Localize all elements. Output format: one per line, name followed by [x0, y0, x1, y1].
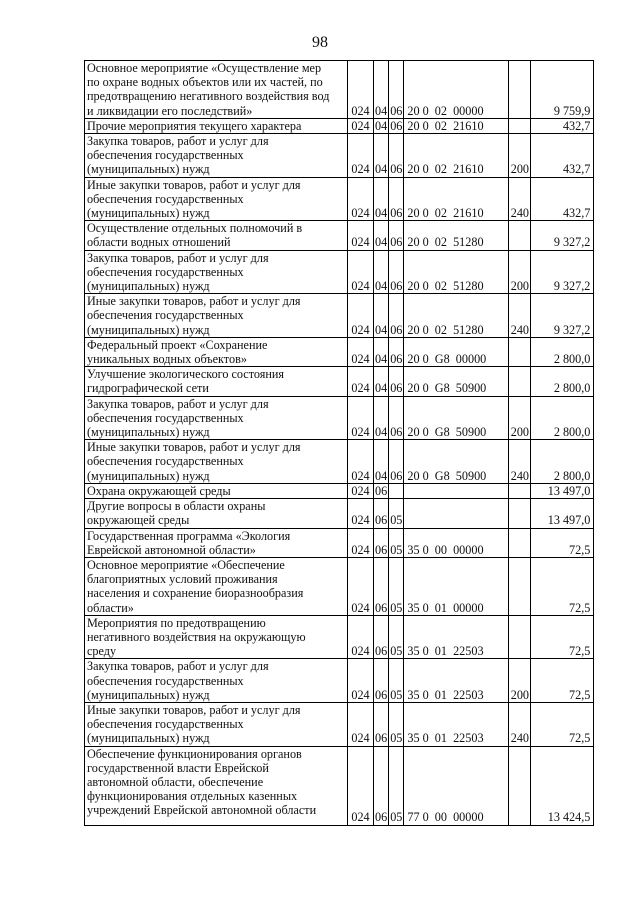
section-code-cell: 06 — [374, 659, 389, 703]
amount-cell: 13 497,0 — [531, 499, 594, 528]
subsection-code-cell: 06 — [389, 294, 404, 338]
subsection-code-cell: 06 — [389, 396, 404, 440]
ministry-code-cell: 024 — [348, 440, 374, 484]
ministry-code-cell: 024 — [348, 483, 374, 498]
item-name-cell — [85, 118, 348, 133]
item-name-line: Охрана окружающей среды — [87, 483, 231, 498]
item-name-line: Еврейской автономной области» — [87, 542, 256, 557]
table-row — [85, 118, 594, 133]
target-article-cell: 35 0 01 22503 — [404, 702, 509, 746]
expense-type-cell — [509, 337, 531, 366]
item-name-line: и ликвидации его последствий» — [87, 103, 253, 118]
section-code-cell: 04 — [374, 221, 389, 250]
table-row — [85, 337, 594, 366]
table-row — [85, 177, 594, 221]
amount-cell: 72,5 — [531, 615, 594, 659]
section-code-cell: 06 — [374, 499, 389, 528]
section-code-cell: 04 — [374, 294, 389, 338]
amount-cell: 2 800,0 — [531, 367, 594, 396]
section-code-cell: 04 — [374, 61, 389, 119]
amount-cell: 2 800,0 — [531, 337, 594, 366]
item-name-line: Государственная программа «Экология — [87, 528, 291, 543]
subsection-code-cell — [389, 483, 404, 498]
subsection-code-cell: 06 — [389, 221, 404, 250]
expense-type-cell: 240 — [509, 177, 531, 221]
table-row — [85, 294, 594, 338]
expense-type-cell: 240 — [509, 294, 531, 338]
expense-type-cell: 200 — [509, 250, 531, 294]
expense-type-cell: 200 — [509, 659, 531, 703]
item-name-cell — [85, 221, 348, 250]
item-name-cell — [85, 557, 348, 615]
item-name-line: функционирования отдельных казенных — [87, 789, 298, 804]
item-name-line: населения и сохранение биоразнообразия — [87, 586, 304, 601]
target-article-cell: 77 0 00 00000 — [404, 746, 509, 825]
item-name-cell — [85, 615, 348, 659]
expense-type-cell — [509, 557, 531, 615]
amount-cell: 72,5 — [531, 557, 594, 615]
target-article-cell: 20 0 G8 50900 — [404, 396, 509, 440]
target-article-cell: 20 0 02 21610 — [404, 118, 509, 133]
table-row — [85, 528, 594, 557]
subsection-code-cell: 06 — [389, 61, 404, 119]
item-name-line: Другие вопросы в области охраны — [87, 499, 266, 514]
amount-cell: 432,7 — [531, 177, 594, 221]
amount-cell: 72,5 — [531, 528, 594, 557]
item-name-line: Осуществление отдельных полномочий в — [87, 221, 303, 236]
subsection-code-cell: 06 — [389, 250, 404, 294]
subsection-code-cell: 05 — [389, 702, 404, 746]
ministry-code-cell: 024 — [348, 118, 374, 133]
item-name-line: обеспечения государственных — [87, 264, 244, 279]
item-name-line: (муниципальных) нужд — [87, 279, 210, 294]
ministry-code-cell: 024 — [348, 746, 374, 825]
item-name-line: обеспечения государственных — [87, 673, 244, 688]
target-article-cell: 20 0 G8 50900 — [404, 367, 509, 396]
item-name-line: Закупка товаров, работ и услуг для — [87, 134, 269, 149]
table-row — [85, 396, 594, 440]
expense-type-cell — [509, 483, 531, 498]
item-name-cell — [85, 396, 348, 440]
subsection-code-cell: 05 — [389, 499, 404, 528]
table-row — [85, 367, 594, 396]
item-name-cell — [85, 250, 348, 294]
item-name-line: предотвращению негативного воздействия вод — [87, 89, 330, 104]
page-number: 98 — [312, 34, 328, 51]
ministry-code-cell: 024 — [348, 396, 374, 440]
item-name-line: Обеспечение функционирования органов — [87, 746, 302, 761]
target-article-cell: 20 0 02 21610 — [404, 134, 509, 178]
item-name-cell — [85, 483, 348, 498]
item-name-line: по охране водных объектов или их частей, по — [87, 75, 323, 90]
item-name-line: (муниципальных) нужд — [87, 206, 210, 221]
item-name-line: Прочие мероприятия текущего характера — [87, 118, 302, 133]
table-row — [85, 746, 594, 825]
expense-type-cell — [509, 61, 531, 119]
section-code-cell: 06 — [374, 746, 389, 825]
target-article-cell: 20 0 02 00000 — [404, 61, 509, 119]
item-name-line: (муниципальных) нужд — [87, 731, 210, 746]
section-code-cell: 04 — [374, 177, 389, 221]
item-name-line: окружающей среды — [87, 513, 190, 528]
item-name-cell — [85, 294, 348, 338]
ministry-code-cell: 024 — [348, 337, 374, 366]
table-row — [85, 499, 594, 528]
item-name-line: (муниципальных) нужд — [87, 468, 210, 483]
ministry-code-cell: 024 — [348, 702, 374, 746]
item-name-cell — [85, 61, 348, 119]
subsection-code-cell: 06 — [389, 367, 404, 396]
section-code-cell: 06 — [374, 528, 389, 557]
item-name-line: области водных отношений — [87, 235, 231, 250]
amount-cell: 72,5 — [531, 659, 594, 703]
section-code-cell: 06 — [374, 557, 389, 615]
expense-type-cell: 240 — [509, 440, 531, 484]
ministry-code-cell: 024 — [348, 557, 374, 615]
item-name-line: Закупка товаров, работ и услуг для — [87, 250, 269, 265]
budget-table — [84, 60, 594, 826]
ministry-code-cell: 024 — [348, 659, 374, 703]
item-name-line: автономной области, обеспечение — [87, 774, 264, 789]
amount-cell: 432,7 — [531, 118, 594, 133]
table-row — [85, 61, 594, 119]
item-name-line: обеспечения государственных — [87, 148, 244, 163]
ministry-code-cell: 024 — [348, 177, 374, 221]
ministry-code-cell: 024 — [348, 367, 374, 396]
item-name-line: обеспечения государственных — [87, 454, 244, 469]
section-code-cell: 04 — [374, 134, 389, 178]
item-name-cell — [85, 440, 348, 484]
section-code-cell: 06 — [374, 615, 389, 659]
target-article-cell: 35 0 01 22503 — [404, 659, 509, 703]
amount-cell: 13 497,0 — [531, 483, 594, 498]
item-name-line: Иные закупки товаров, работ и услуг для — [87, 702, 301, 717]
amount-cell: 13 424,5 — [531, 746, 594, 825]
item-name-line: (муниципальных) нужд — [87, 322, 210, 337]
target-article-cell: 20 0 02 21610 — [404, 177, 509, 221]
item-name-cell — [85, 528, 348, 557]
amount-cell: 9 759,9 — [531, 61, 594, 119]
item-name-line: Закупка товаров, работ и услуг для — [87, 396, 269, 411]
table-row — [85, 702, 594, 746]
item-name-line: Основное мероприятие «Осуществление мер — [87, 61, 322, 75]
section-code-cell: 04 — [374, 367, 389, 396]
ministry-code-cell: 024 — [348, 61, 374, 119]
expense-type-cell — [509, 746, 531, 825]
ministry-code-cell: 024 — [348, 134, 374, 178]
item-name-cell — [85, 367, 348, 396]
ministry-code-cell: 024 — [348, 499, 374, 528]
subsection-code-cell: 06 — [389, 337, 404, 366]
item-name-line: Закупка товаров, работ и услуг для — [87, 659, 269, 674]
table-row — [85, 659, 594, 703]
table-row — [85, 250, 594, 294]
table-row — [85, 615, 594, 659]
amount-cell: 432,7 — [531, 134, 594, 178]
table-row — [85, 134, 594, 178]
table-row — [85, 483, 594, 498]
amount-cell: 2 800,0 — [531, 440, 594, 484]
target-article-cell: 20 0 02 51280 — [404, 250, 509, 294]
expense-type-cell: 200 — [509, 396, 531, 440]
target-article-cell: 35 0 01 22503 — [404, 615, 509, 659]
ministry-code-cell: 024 — [348, 294, 374, 338]
item-name-line: (муниципальных) нужд — [87, 162, 210, 177]
item-name-line: благоприятных условий проживания — [87, 572, 278, 587]
expense-type-cell — [509, 615, 531, 659]
item-name-line: гидрографической сети — [87, 381, 209, 396]
item-name-cell — [85, 702, 348, 746]
item-name-cell — [85, 134, 348, 178]
subsection-code-cell: 05 — [389, 528, 404, 557]
item-name-line: (муниципальных) нужд — [87, 687, 210, 702]
subsection-code-cell: 06 — [390, 118, 403, 133]
item-name-cell — [85, 746, 348, 825]
subsection-code-cell: 05 — [389, 557, 404, 615]
item-name-cell — [85, 499, 348, 528]
item-name-line: Улучшение экологического состояния — [87, 367, 284, 382]
item-name-line: обеспечения государственных — [87, 410, 244, 425]
item-name-cell — [85, 659, 348, 703]
target-article-cell — [404, 483, 509, 498]
item-name-line: обеспечения государственных — [87, 308, 244, 323]
expense-type-cell — [509, 221, 531, 250]
item-name-line: Основное мероприятие «Обеспечение — [87, 557, 285, 572]
expense-type-cell: 240 — [509, 702, 531, 746]
section-code-cell: 04 — [374, 396, 389, 440]
target-article-cell: 20 0 02 51280 — [404, 294, 509, 338]
item-name-line: обеспечения государственных — [87, 191, 244, 206]
subsection-code-cell: 05 — [389, 659, 404, 703]
expense-type-cell — [509, 367, 531, 396]
expense-type-cell: 200 — [509, 134, 531, 178]
section-code-cell: 04 — [375, 118, 388, 133]
item-name-line: уникальных водных объектов» — [87, 352, 247, 367]
item-name-cell — [85, 337, 348, 366]
item-name-line: Федеральный проект «Сохранение — [87, 337, 268, 352]
subsection-code-cell: 06 — [389, 134, 404, 178]
item-name-line: негативного воздействия на окружающую — [87, 629, 306, 644]
amount-cell: 72,5 — [531, 702, 594, 746]
target-article-cell: 20 0 02 51280 — [404, 221, 509, 250]
amount-cell: 2 800,0 — [531, 396, 594, 440]
expense-type-cell — [509, 528, 531, 557]
subsection-code-cell: 05 — [389, 746, 404, 825]
item-name-cell — [85, 177, 348, 221]
target-article-cell: 20 0 G8 50900 — [404, 440, 509, 484]
amount-cell: 9 327,2 — [531, 294, 594, 338]
section-code-cell: 04 — [374, 440, 389, 484]
expense-type-cell — [509, 118, 531, 133]
target-article-cell: 35 0 01 00000 — [404, 557, 509, 615]
section-code-cell: 06 — [374, 702, 389, 746]
ministry-code-cell: 024 — [348, 615, 374, 659]
target-article-cell: 20 0 G8 00000 — [404, 337, 509, 366]
item-name-line: (муниципальных) нужд — [87, 425, 210, 440]
amount-cell: 9 327,2 — [531, 221, 594, 250]
ministry-code-cell: 024 — [348, 221, 374, 250]
item-name-line: области» — [87, 600, 134, 615]
ministry-code-cell: 024 — [348, 250, 374, 294]
expense-type-cell — [509, 499, 531, 528]
item-name-line: Иные закупки товаров, работ и услуг для — [87, 294, 301, 309]
item-name-line: государственной власти Еврейской — [87, 760, 269, 775]
section-code-cell: 06 — [375, 483, 388, 498]
subsection-code-cell: 05 — [389, 615, 404, 659]
table-row — [85, 221, 594, 250]
item-name-line: Мероприятия по предотвращению — [87, 615, 266, 630]
table-row — [85, 440, 594, 484]
ministry-code-cell: 024 — [348, 528, 374, 557]
item-name-line: обеспечения государственных — [87, 717, 244, 732]
amount-cell: 9 327,2 — [531, 250, 594, 294]
item-name-line: среду — [87, 644, 117, 659]
subsection-code-cell: 06 — [389, 440, 404, 484]
section-code-cell: 04 — [374, 250, 389, 294]
table-row — [85, 557, 594, 615]
subsection-code-cell: 06 — [389, 177, 404, 221]
item-name-line: учреждений Еврейской автономной области — [87, 803, 317, 818]
target-article-cell — [404, 499, 509, 528]
item-name-line: Иные закупки товаров, работ и услуг для — [87, 177, 301, 192]
item-name-line: Иные закупки товаров, работ и услуг для — [87, 440, 301, 455]
target-article-cell: 35 0 00 00000 — [404, 528, 509, 557]
section-code-cell: 04 — [374, 337, 389, 366]
